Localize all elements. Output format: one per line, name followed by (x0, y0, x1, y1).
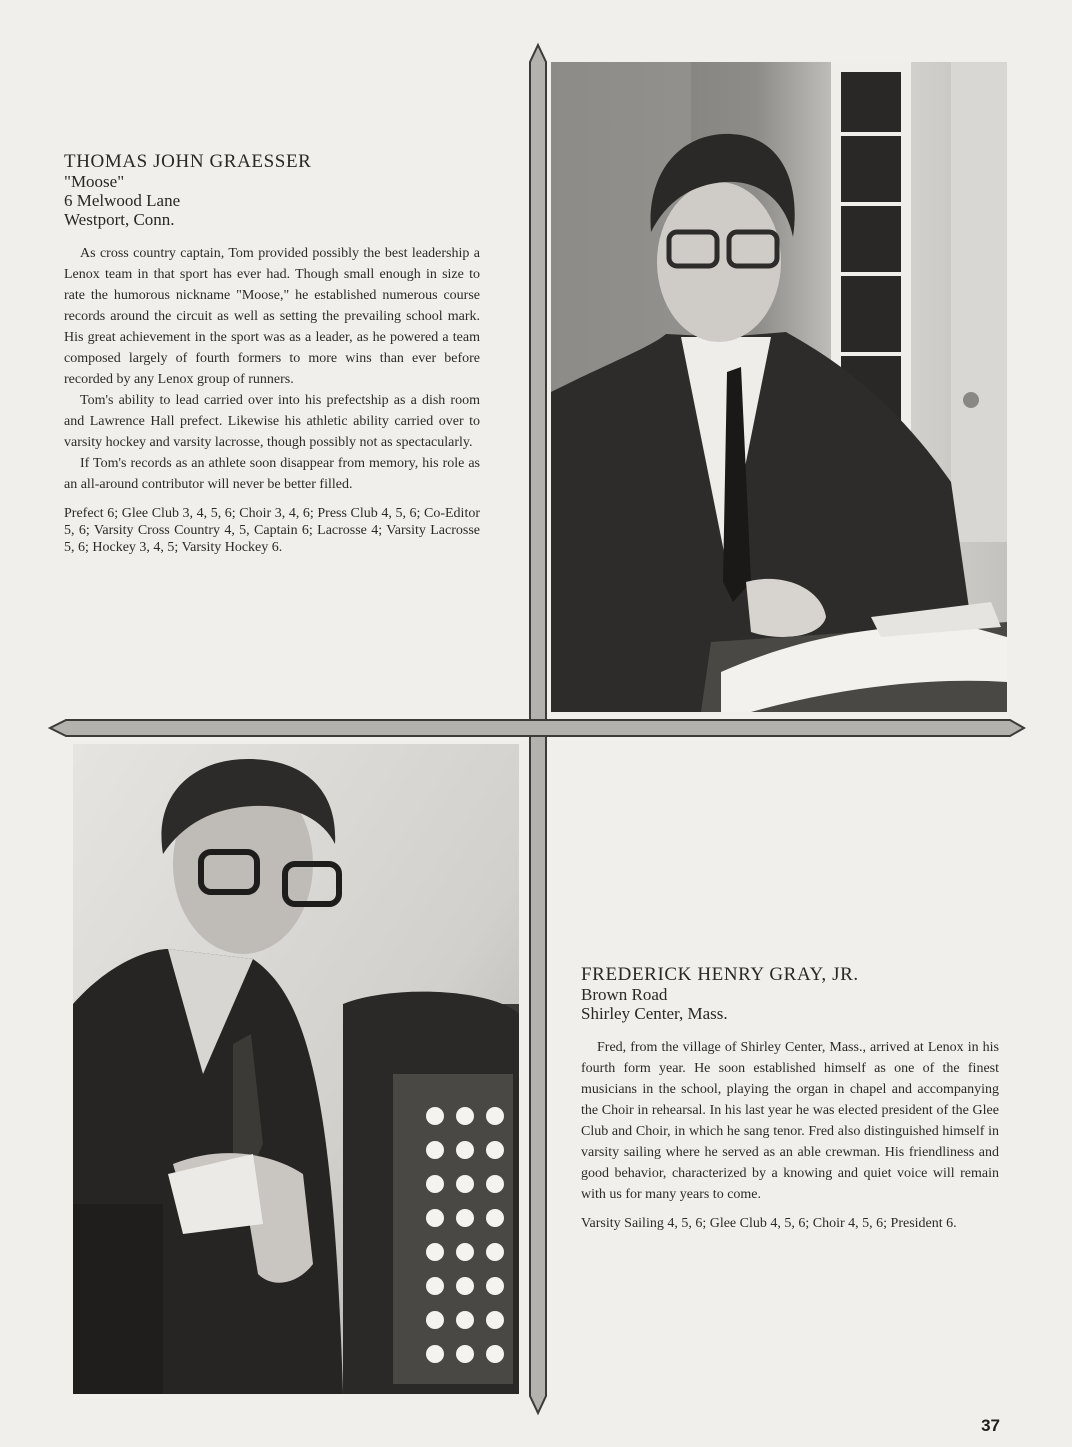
bio-gray (581, 964, 999, 1232)
page-number: 37 (981, 1416, 1000, 1435)
bio-paragraph: As cross country captain, Tom provided possibly the best leadership a Lenox team in that sport has ever had. Though small enough in size to rate the humorous nickname "Moose," he established numerous course records around the circuit as well as setting the prevailing school mark. His great achievement in the sport was as a leader, as he powered a team composed largely of fourth formers to more wins than ever before recorded by any Lenox group of runners. (64, 246, 480, 387)
portrait-photo-gray (73, 744, 519, 1394)
bio-paragraph: Fred, from the village of Shirley Center, Mass., arrived at Lenox in his fourth form year. He soon established himself as one of the finest musicians in the school, playing the organ in chapel and accompanying the Choir in rehearsal. In his last year he was elected president of the Glee Club and Choir, in which he sang tenor. Fred also distinguished himself in varsity sailing where he served as an able crewman. His friendliness and good behavior, characterized by a knowing and quiet voice will remain with us for many years to come. (581, 1040, 999, 1202)
address-line-2: Westport, Conn. (64, 210, 175, 229)
activities-list: Varsity Sailing 4, 5, 6; Glee Club 4, 5, 6; Choir 4, 5, 6; President 6. (581, 1216, 957, 1231)
bio-paragraph: If Tom's records as an athlete soon disappear from memory, his role as an all-around contributor will never be better filled. (64, 456, 480, 492)
bio-paragraph: Tom's ability to lead carried over into his prefectship as a dish room and Lawrence Hall prefect. Likewise his athletic ability carried over to varsity hockey and varsity lacrosse, though possibly not as spectacularly. (64, 393, 480, 450)
address-line-1: 6 Melwood Lane (64, 191, 181, 210)
address-line-1: Brown Road (581, 985, 668, 1004)
student-name: THOMAS JOHN GRAESSER (64, 151, 312, 172)
activities-list: Prefect 6; Glee Club 3, 4, 5, 6; Choir 3, 4, 6; Press Club 4, 5, 6; Co-Editor 5, 6; Varsity Cross Country 4, 5, Captain 6; Lacrosse 4; Varsity Lacrosse 5, 6; Hockey 3, 4, 5; Varsity Hockey 6. (64, 506, 480, 555)
student-nickname: "Moose" (64, 172, 125, 191)
bio-graesser (64, 151, 480, 556)
student-name: FREDERICK HENRY GRAY, JR. (581, 964, 859, 985)
address-line-2: Shirley Center, Mass. (581, 1004, 728, 1023)
portrait-photo-graesser (551, 62, 1007, 712)
